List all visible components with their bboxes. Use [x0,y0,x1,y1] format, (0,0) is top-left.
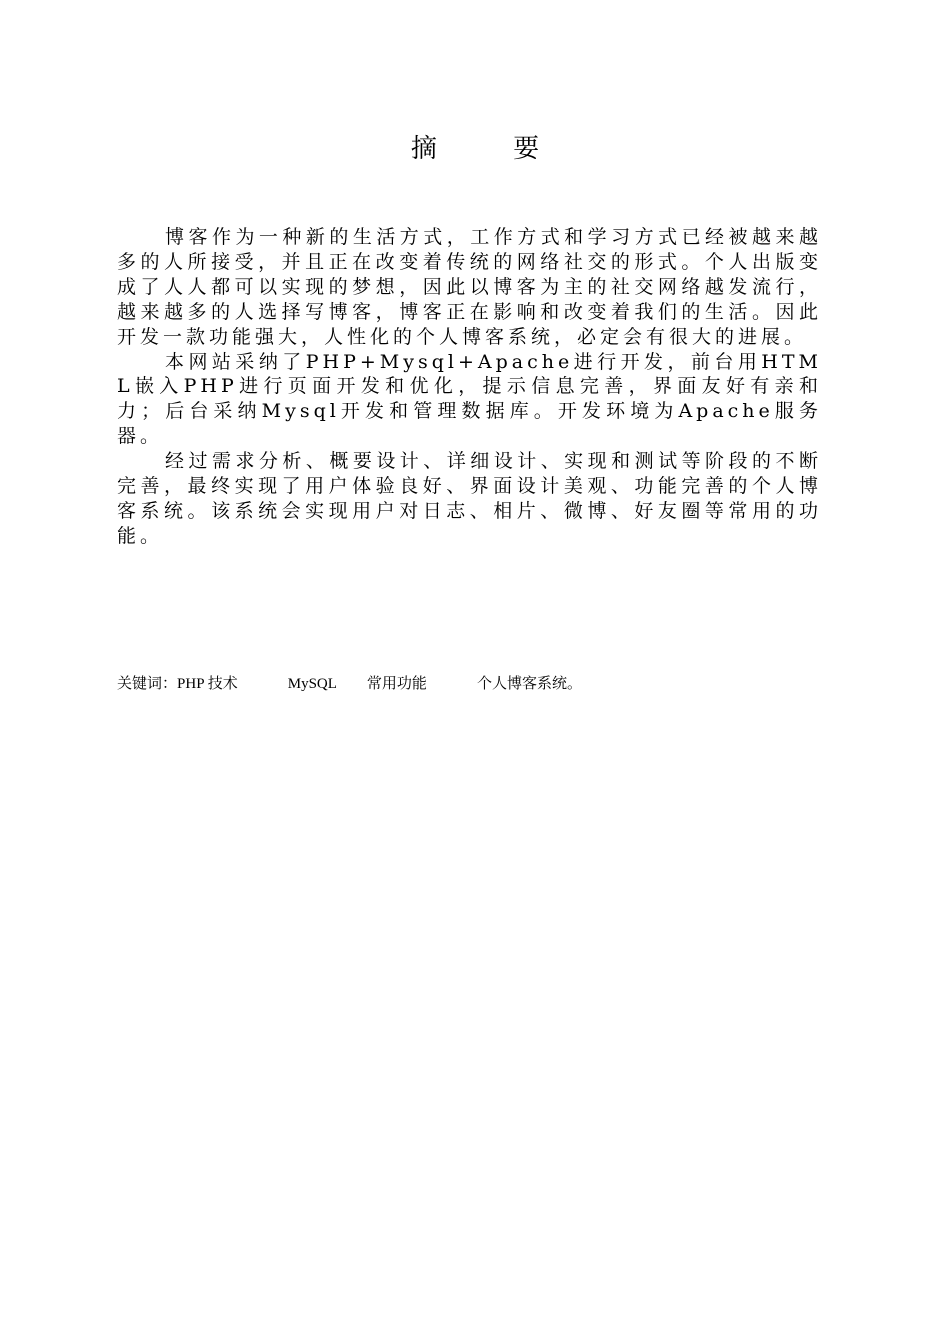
keyword-item: 个人博客系统。 [476,676,582,692]
abstract-paragraph-3: 经过需求分析、概要设计、详细设计、实现和测试等阶段的不断完善，最终实现了用户体验良好、界面设计美观、功能完善的个人博客系统。该系统会实现用户对日志、相片、微博、好友圈等常用的功能。 [117,450,822,547]
keywords-label: 关键词： [117,676,178,692]
keyword-item: MySQL [287,676,337,692]
abstract-body [117,225,822,549]
abstract-title: 摘 要 [410,134,574,164]
keywords-line [117,673,822,695]
keyword-item: 常用功能 [366,676,427,692]
abstract-paragraph-1: 博客作为一种新的生活方式，工作方式和学习方式已经被越来越多的人所接受，并且正在改变着传统的网络社交的形式。个人出版变成了人人都可以实现的梦想，因此以博客为主的社交网络越发流行，越来越多的人选择写博客，博客正在影响和改变着我们的生活。因此开发一款功能强大，人性化的个人博客系统，必定会有很大的进展。 [117,226,822,348]
keyword-item: PHP 技术 [177,676,238,692]
abstract-paragraph-2: 本网站采纳了PHP+Mysql+Apache进行开发，前台用HTML嵌入PHP进行页面开发和优化，提示信息完善，界面友好有亲和力；后台采纳Mysql开发和管理数据库。开发环境为Apache服务器。 [117,350,822,448]
